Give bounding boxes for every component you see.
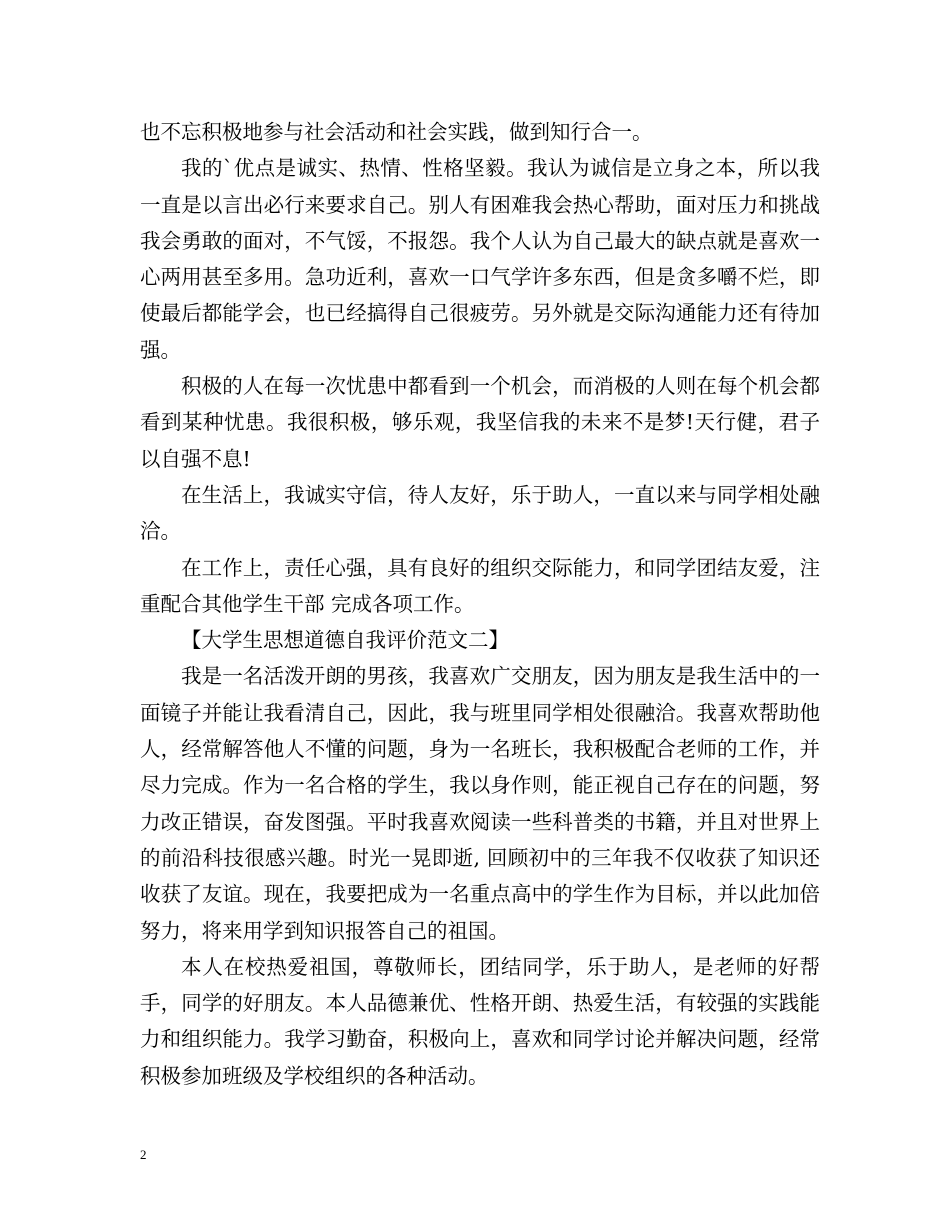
paragraph-2: 我的`优点是诚实、热情、性格坚毅。我认为诚信是立身之本，所以我一直是以言出必行来要求自己。别人有困难我会热心帮助，面对压力和挑战我会勇敢的面对，不气馁，不报怨。我个人认为自己最大的缺点就是喜欢一心两用甚至多用。急功近利，喜欢一口气学许多东西，但是贪多嚼不烂，即使最后都能学会，也已经搞得自己很疲劳。另外就是交际沟通能力还有待加强。: [140, 156, 820, 362]
paragraph-1: 也不忘积极地参与社会活动和社会实践，做到知行合一。: [140, 120, 653, 144]
page-number: 2: [140, 1147, 147, 1162]
document-body: [140, 114, 820, 1094]
paragraph-5: 在工作上，责任心强，具有良好的组织交际能力，和同学团结友爱，注重配合其他学生干部 完成各项工作。: [140, 555, 820, 616]
paragraph-7: 我是一名活泼开朗的男孩，我喜欢广交朋友，因为朋友是我生活中的一面镜子并能让我看清自己，因此，我与班里同学相处很融洽。我喜欢帮助他人，经常解答他人不懂的问题，身为一名班长，我积极配合老师的工作，并尽力完成。作为一名合格的学生，我以身作则，能正视自己存在的问题，努力改正错误，奋发图强。平时我喜欢阅读一些科普类的书籍，并且对世界上的前沿科技很感兴趣。时光一晃即逝, 回顾初中的三年我不仅收获了知识还收获了友谊。现在，我要把成为一名重点高中的学生作为目标，并以此加倍努力，将来用学到知识报答自己的祖国。: [140, 664, 820, 943]
paragraph-4: 在生活上，我诚实守信，待人友好，乐于助人，一直以来与同学相处融洽。: [140, 482, 820, 544]
section-heading: 【大学生思想道德自我评价范文二】: [181, 628, 509, 653]
paragraph-3: 积极的人在每一次忧患中都看到一个机会，而消极的人则在每个机会都看到某种忧患。我很积极，够乐观，我坚信我的未来不是梦!天行健，君子以自强不息!: [140, 374, 820, 471]
paragraph-8: 本人在校热爱祖国，尊敬师长，团结同学，乐于助人，是老师的好帮手，同学的好朋友。本人品德兼优、性格开朗、热爱生活，有较强的实践能力和组织能力。我学习勤奋，积极向上，喜欢和同学讨论并解决问题，经常积极参加班级及学校组织的各种活动。: [140, 954, 820, 1088]
